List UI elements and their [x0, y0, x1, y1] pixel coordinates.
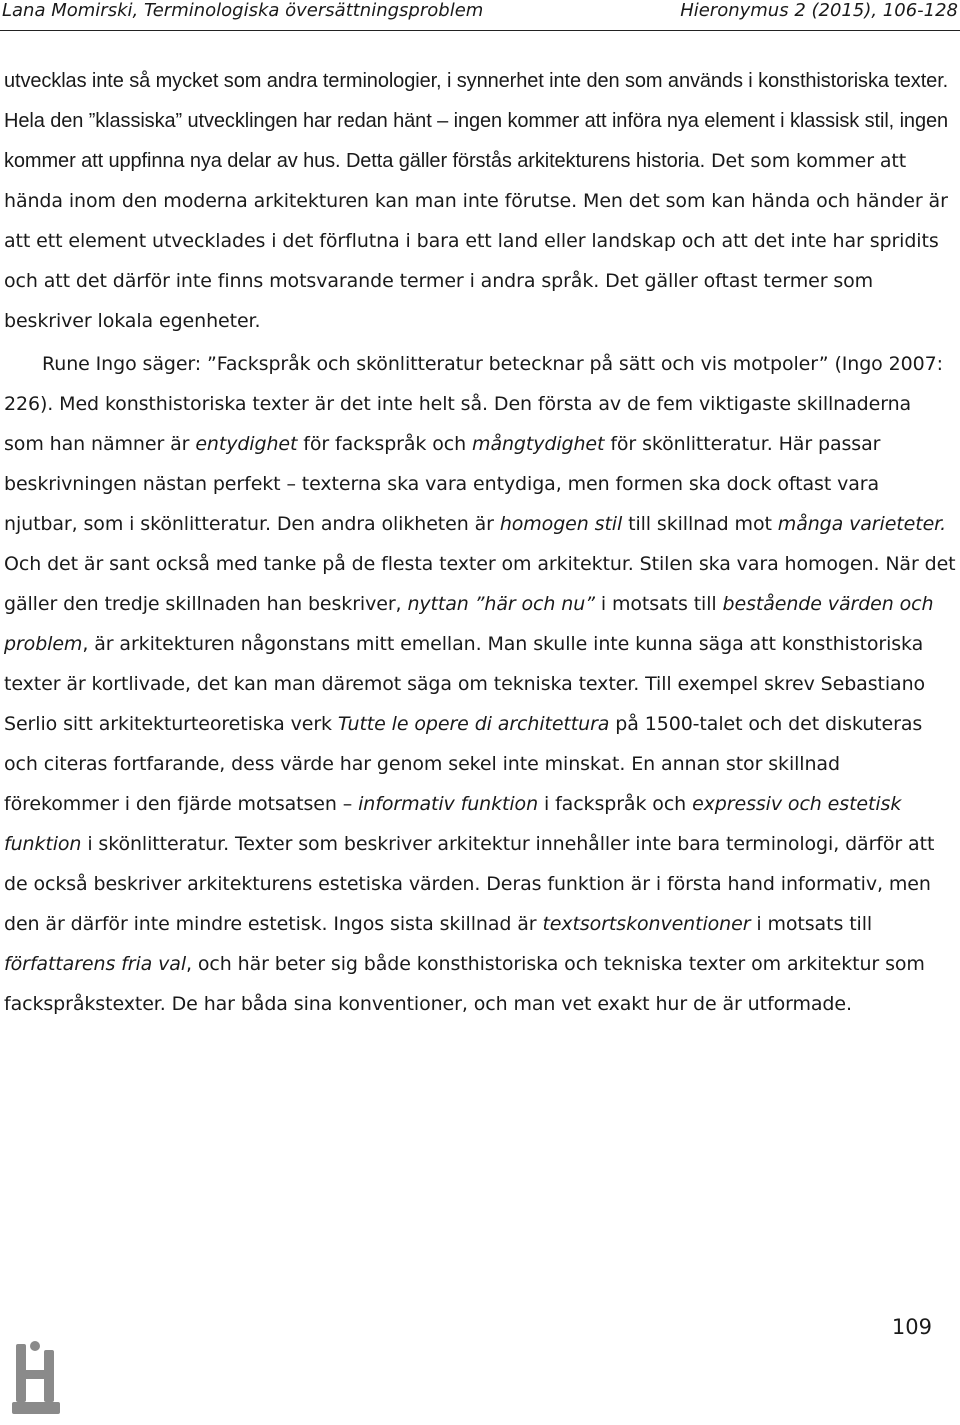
header-journal-citation: Hieronymus 2 (2015), 106-128: [680, 0, 958, 21]
paragraph-2: [4, 344, 956, 1024]
p2-text: , och här beter sig både konsthistoriska och tekniska texter om arkitektur som fackspråkstexter. De har båda sina konventioner, och man vet exakt hur de är utformade.: [4, 953, 925, 1015]
p2-italic: textsortskonventioner: [542, 913, 751, 935]
p2-text: Rune Ingo säger: ”Fackspråk och skönlitteratur betecknar på sätt och vis motpoler” (Ingo 2007: 226). Med konsthistoriska texter är det inte helt så. Den första av de fem viktigaste skillnaderna som han nämner är: [4, 353, 943, 455]
paragraph-1-part-1: utvecklas inte så mycket som andra terminologier, i synnerhet inte den som används i konsthistoriska texter. Hela den ”klassiska” utvecklingen har redan hänt – ingen kommer att införa nya element i klassisk stil, ingen kommer att uppfinna nya delar av hus. Detta gäller förstås arkitekturens historia.: [4, 70, 949, 172]
p2-italic: författarens fria val: [4, 953, 187, 975]
paragraph-1: [4, 61, 956, 341]
paragraph-1-part-2: Det som kommer att hända inom den moderna arkitekturen kan man inte förutse. Men det som kan hända och händer är att ett element utvecklades i det förflutna i bara ett land eller landskap och att det inte har spridits och att det därför inte finns motsvarande termer i andra språk. Det gäller oftast termer som beskriver lokala egenheter.: [4, 150, 948, 332]
p2-italic: informativ funktion: [358, 793, 539, 815]
p2-italic: entydighet: [195, 433, 298, 455]
p2-text: Och det är sant också med tanke på de flesta texter om arkitektur. Stilen ska vara homogen. När det gäller den tredje skillnaden han beskriver,: [4, 553, 956, 615]
p2-italic: expressiv och estetisk funktion: [4, 793, 902, 855]
running-header: [0, 0, 960, 31]
p2-italic: bestående värden och problem: [4, 593, 934, 655]
p2-italic: nyttan ”här och nu”: [407, 593, 595, 615]
p2-italic: många varieteter.: [777, 513, 947, 535]
page-number: 109: [891, 1315, 932, 1339]
p2-text: till skillnad mot: [622, 513, 778, 535]
hieronymus-logo-icon: [12, 1336, 60, 1416]
p2-italic: homogen stil: [499, 513, 623, 535]
p2-text: på 1500-talet och det diskuteras och citeras fortfarande, dess värde har genom sekel inte minskat. En annan stor skillnad förekommer i den fjärde motsatsen –: [4, 713, 923, 815]
p2-text: i fackspråk och: [538, 793, 693, 815]
p2-text: för fackspråk och: [297, 433, 473, 455]
p2-text: i motsats till: [750, 913, 873, 935]
p2-text: i skönlitteratur. Texter som beskriver arkitektur innehåller inte bara terminologi, därför att de också beskriver arkitekturens estetiska värden. Deras funktion är i första hand informativ, men den är därför inte mindre estetisk. Ingos sista skillnad är: [4, 833, 935, 935]
p2-italic: mångtydighet: [472, 433, 605, 455]
header-author-title: Lana Momirski, Terminologiska översättningsproblem: [2, 0, 484, 21]
p2-text: i motsats till: [594, 593, 723, 615]
p2-text: för skönlitteratur. Här passar beskrivningen nästan perfekt – texterna ska vara entydiga, men formen ska dock oftast vara njutbar, som i skönlitteratur. Den andra olikheten är: [4, 433, 881, 535]
p2-italic: Tutte le opere di architettura: [337, 713, 610, 735]
article-body: [4, 61, 956, 1024]
p2-text: , är arkitekturen någonstans mitt emellan. Man skulle inte kunna säga att konsthistoriska texter är kortlivade, det kan man däremot säga om tekniska texter. Till exempel skrev Sebastiano Serlio sitt arkitekturteoretiska verk: [4, 633, 926, 735]
